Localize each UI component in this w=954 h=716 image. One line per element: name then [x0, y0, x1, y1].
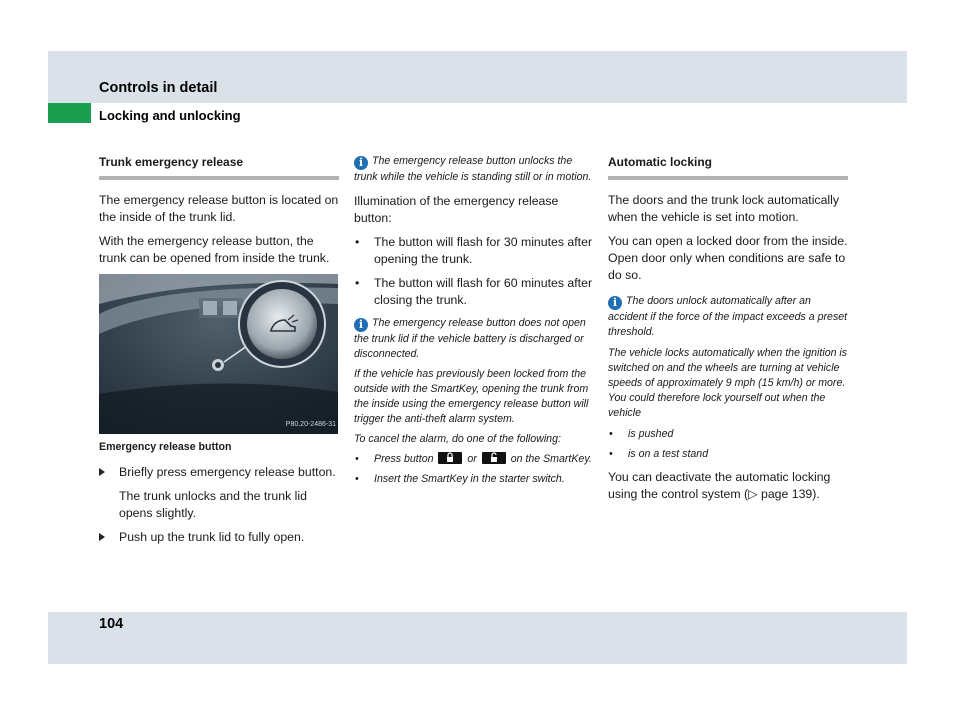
paragraph: You can deactivate the automatic locking using the control system (▷ page 139). [608, 470, 831, 501]
illumination-list [354, 234, 594, 309]
paragraph: With the emergency release button, the trunk can be opened from inside the trunk. [99, 234, 330, 265]
info-icon: i [354, 156, 368, 170]
instruction-step: Push up the trunk lid to fully open. [99, 529, 339, 546]
instruction-step: Briefly press emergency release button. [99, 464, 339, 481]
note-text: If the vehicle has previously been locked from the outside with the SmartKey, opening the trunk from the inside using the emergency release button will trigger the anti-theft alarm system. [354, 368, 589, 425]
column-trunk-emergency-release [99, 154, 339, 553]
section-accent-tab [48, 103, 91, 123]
cancel-alarm-list [354, 452, 594, 487]
step-arrow-icon [99, 533, 105, 541]
step-arrow-icon [99, 468, 105, 476]
figure-caption: Emergency release button [99, 441, 232, 453]
column-automatic-locking [608, 154, 848, 510]
info-icon: i [608, 296, 622, 310]
list-item: • Insert the SmartKey in the starter switch. [354, 472, 594, 487]
smartkey-unlock-icon [482, 452, 506, 464]
heading-trunk-emergency-release: Trunk emergency release [99, 154, 339, 180]
info-note: i The emergency release button does not open the trunk lid if the vehicle battery is discharged or disconnected. [354, 317, 586, 360]
trunk-release-photo [99, 274, 338, 434]
trunk-photo-illustration [99, 274, 338, 434]
subsection-title: Locking and unlocking [99, 108, 241, 123]
step-result: The trunk unlocks and the trunk lid opens slightly. [119, 489, 307, 520]
info-icon: i [354, 318, 368, 332]
list-item: • is on a test stand [608, 447, 848, 462]
footer-band [48, 612, 907, 664]
smartkey-lock-icon [438, 452, 462, 464]
paragraph: The doors and the trunk lock automatically when the vehicle is set into motion. [608, 193, 840, 224]
info-note: i The emergency release button unlocks the trunk while the vehicle is standing still or in motion. [354, 155, 592, 183]
list-item: • The button will flash for 60 minutes after closing the trunk. [354, 275, 594, 309]
autolock-conditions-list [608, 427, 848, 462]
column-release-notes [354, 154, 594, 494]
figure-code: P80.20-2486-31 [285, 421, 336, 428]
paragraph: The emergency release button is located on the inside of the trunk lid. [99, 193, 339, 224]
paragraph: Illumination of the emergency release button: [354, 194, 559, 225]
note-text: To cancel the alarm, do one of the following: [354, 433, 561, 445]
note-text: The vehicle locks automatically when the ignition is switched on and the wheels are turning at vehicle speeds of approximately 9 mph (15 km/h) or more. You could therefore lock yourself out when the vehicle [608, 347, 848, 419]
list-item: • The button will flash for 30 minutes after opening the trunk. [354, 234, 594, 268]
page-number: 104 [99, 616, 124, 632]
paragraph: You can open a locked door from the inside. Open door only when conditions are safe to do so. [608, 234, 848, 282]
list-item: • is pushed [608, 427, 848, 442]
section-title: Controls in detail [99, 80, 218, 96]
list-item: • Press button or on the SmartKey. [354, 452, 594, 467]
info-note: i The doors unlock automatically after an accident if the force of the impact exceeds a preset threshold. [608, 295, 848, 338]
heading-automatic-locking: Automatic locking [608, 154, 848, 180]
